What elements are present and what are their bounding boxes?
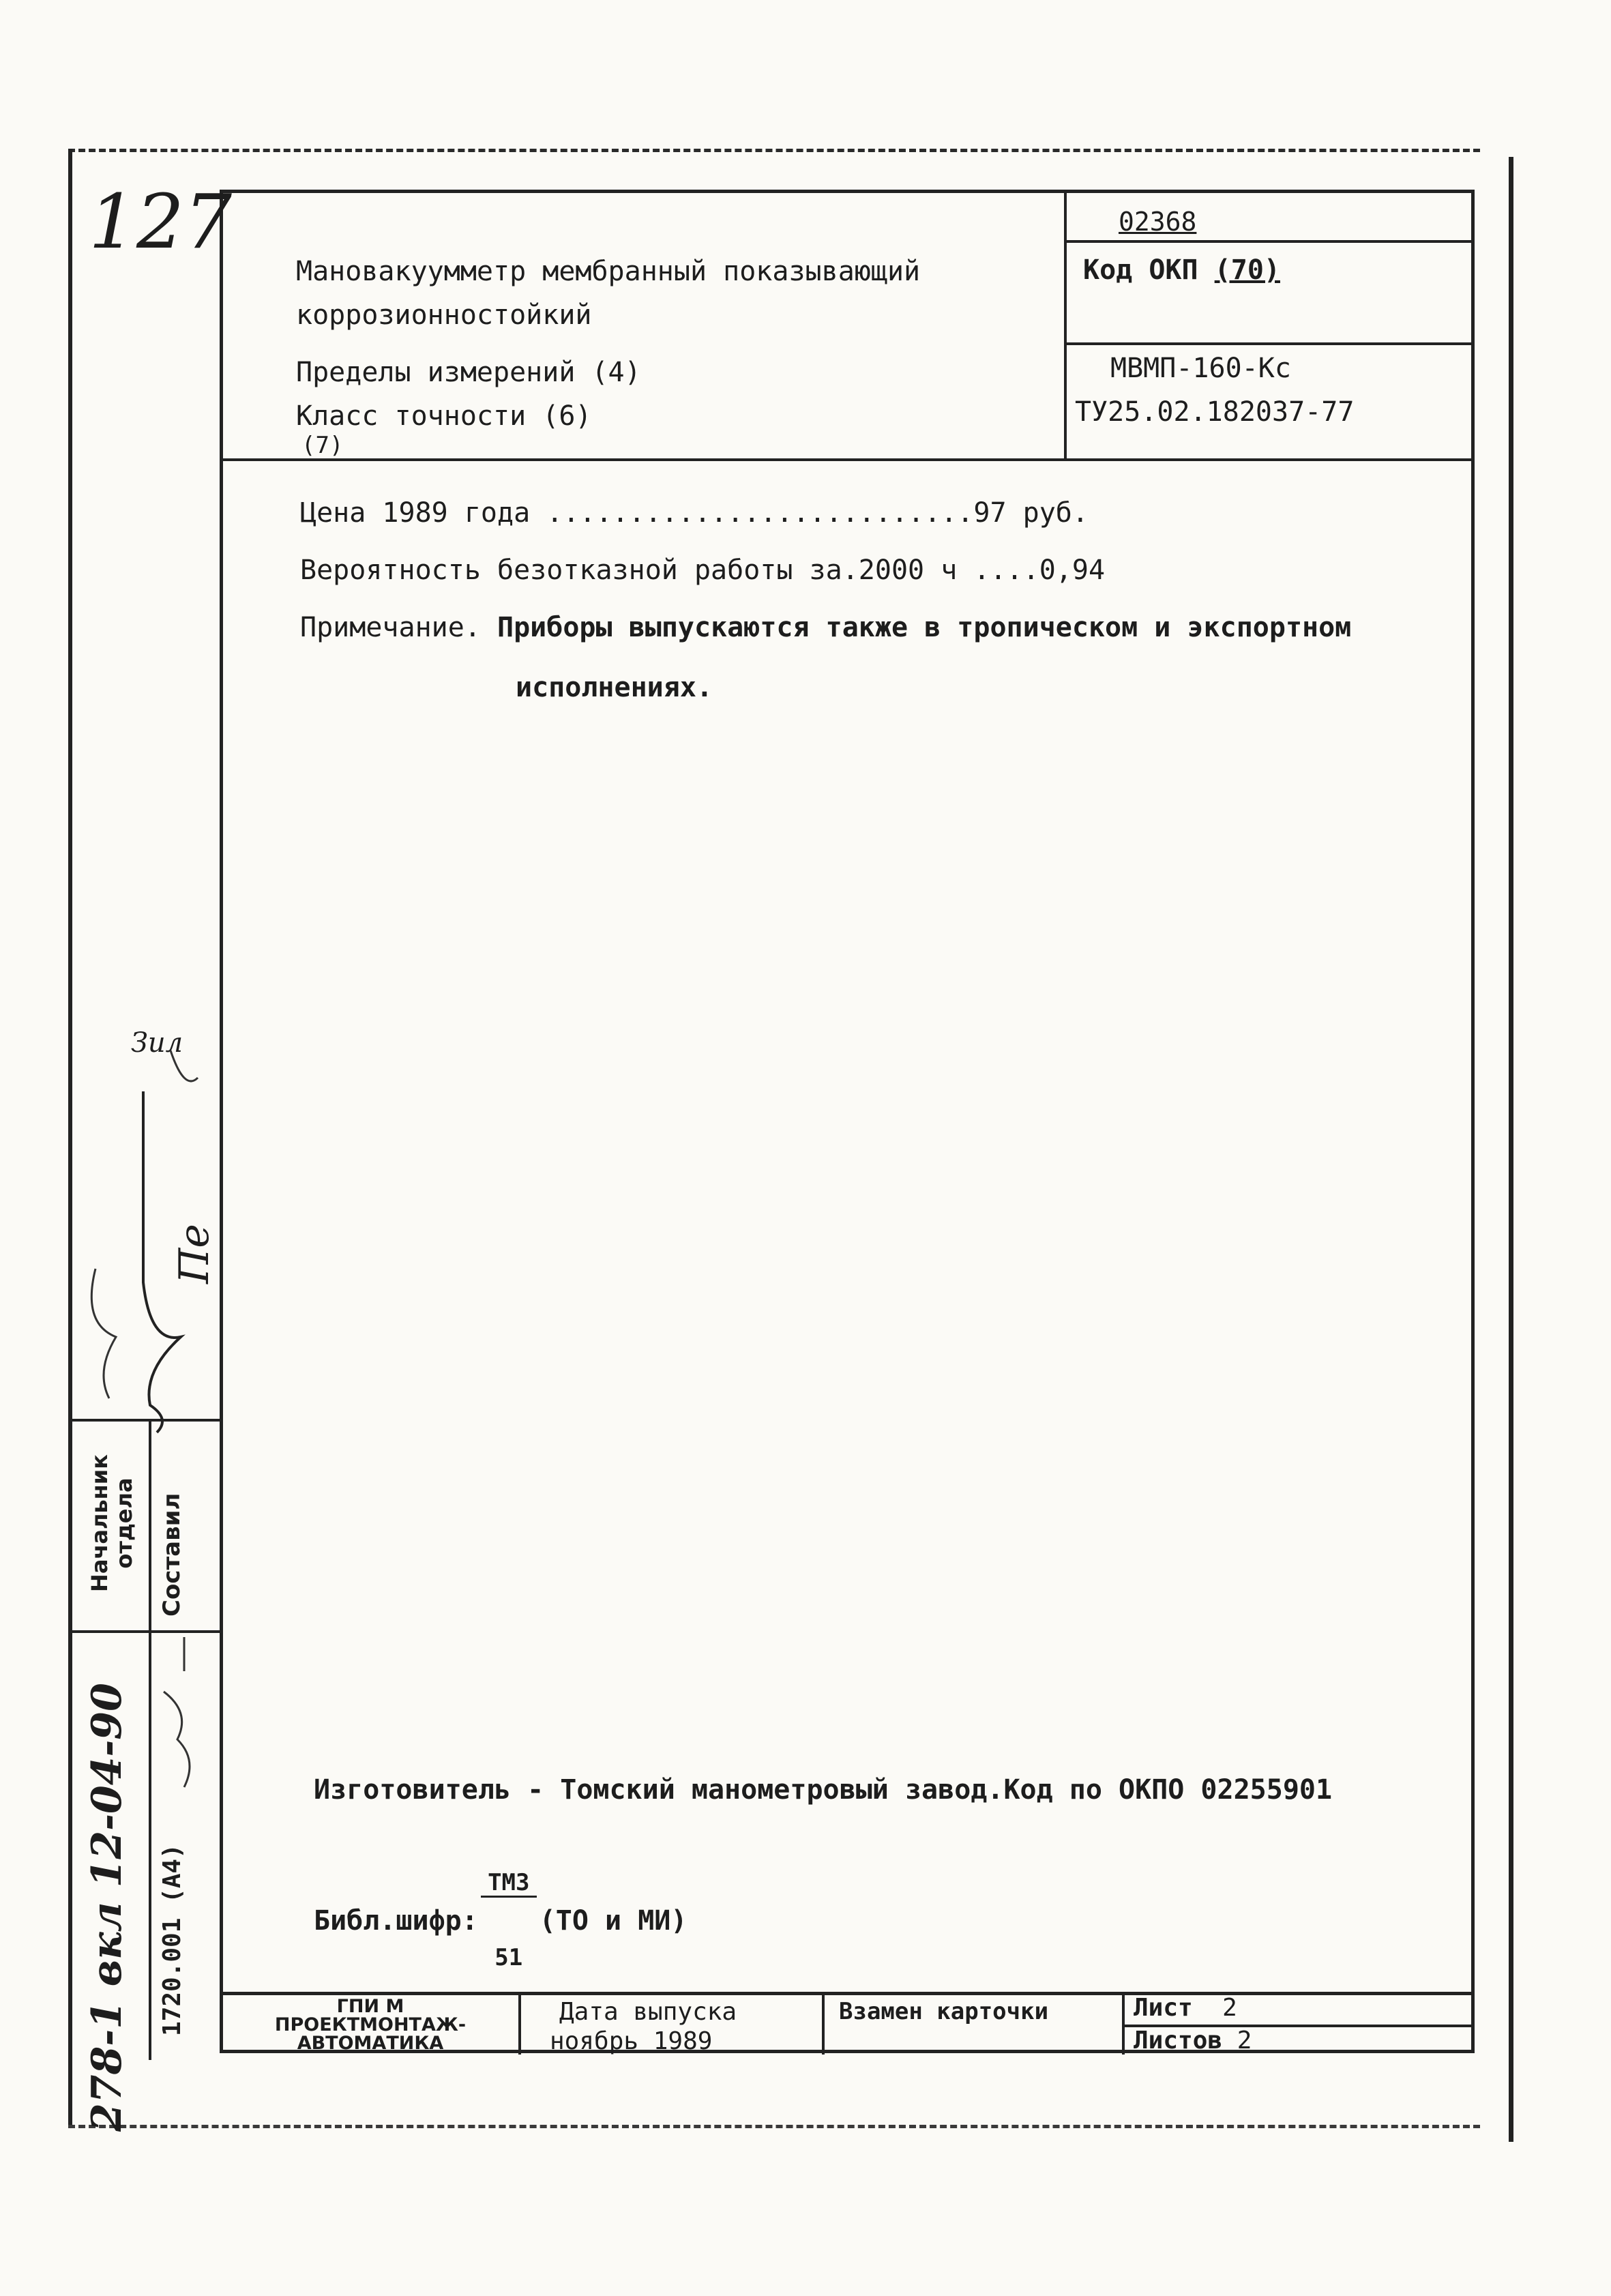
doc-number: 02368 <box>1119 207 1197 237</box>
release-date-label: Дата выпуска <box>559 1998 737 2026</box>
compiler-date-stroke <box>164 1637 190 1787</box>
org-line-3: АВТОМАТИКА <box>297 2033 444 2054</box>
model-designation: МВМП-160-Кс <box>1110 353 1291 384</box>
org-line-2: ПРОЕКТМОНТАЖ- <box>274 2014 467 2035</box>
change-mark-stroke <box>171 1050 198 1081</box>
okp-value: (70) <box>1214 254 1280 286</box>
role-compiler: Составил <box>158 1492 186 1617</box>
head-signature-flourish <box>91 1269 116 1398</box>
head-signature <box>143 1091 181 1432</box>
technical-spec: ТУ25.02.182037-77 <box>1075 396 1355 428</box>
role-head-of-department: Начальник отдела <box>87 1454 137 1592</box>
measurement-limits: Пределы измерений (4) <box>296 357 641 388</box>
sheet-value: 2 <box>1222 1994 1237 2022</box>
note-label: Примечание. <box>300 612 481 643</box>
note <box>300 614 1351 641</box>
accuracy-class: Класс точности (6) <box>296 400 592 432</box>
header-divider <box>220 458 1475 461</box>
sheets-total <box>1134 2029 1252 2053</box>
okp-code <box>1083 256 1280 284</box>
doc-number-divider <box>1064 240 1475 243</box>
manufacturer-line: Изготовитель - Томский манометровый завод.Код по ОКПО 02255901 <box>314 1774 1333 1806</box>
archive-note: 278-1 вкл 12-04-90 <box>83 1683 131 2132</box>
cipher-suffix: (ТО и МИ) <box>539 1905 688 1937</box>
cipher-label: Библ.шифр: <box>314 1905 478 1937</box>
footer-column-divider-2 <box>822 1992 825 2055</box>
cipher-fraction <box>481 1823 537 2020</box>
change-mark: Зил <box>131 1027 183 1059</box>
reliability-line: Вероятность безотказной работы за.2000 ч ....0,94 <box>300 555 1106 586</box>
sheets-label: Листов <box>1134 2027 1223 2055</box>
header-column-divider <box>1064 190 1067 460</box>
note-text-2: исполнениях. <box>516 672 713 703</box>
okp-label: Код ОКП <box>1083 254 1198 286</box>
replaces-card-label: Взамен карточки <box>839 1998 1049 2025</box>
outer-frame-bottom <box>68 2125 1480 2128</box>
card-number: 127 <box>89 178 232 265</box>
okp-code-divider <box>1064 342 1475 345</box>
signatures <box>68 1050 225 1651</box>
format-code: 1720.001 (А4) <box>158 1844 186 2036</box>
signer-name: Пе <box>171 1224 218 1284</box>
note-text-1: Приборы выпускаются также в тропическом и экспортном <box>497 612 1352 643</box>
product-title-line1: Мановакуумметр мембранный показывающий <box>296 256 921 287</box>
cipher-numerator: ТМЗ <box>481 1871 537 1898</box>
compiler-date-mark <box>150 1630 218 1801</box>
issuing-organization <box>225 1997 516 2052</box>
product-title-line2: коррозионностойкий <box>296 299 592 331</box>
sheets-value: 2 <box>1237 2027 1252 2055</box>
org-line-1: ГПИ М <box>336 1996 404 2017</box>
price-line: Цена 1989 года ..........................97 руб. <box>300 497 1089 529</box>
sheet-label: Лист <box>1134 1994 1193 2022</box>
release-date-value: ноябрь 1989 <box>550 2027 713 2055</box>
library-cipher <box>314 1823 687 2020</box>
reference-7: (7) <box>301 432 344 459</box>
cipher-denominator: 51 <box>494 1944 523 1972</box>
footer-column-divider-3 <box>1122 1992 1125 2055</box>
sheet <box>1134 1996 1237 2020</box>
outer-frame-right <box>1509 157 1513 2142</box>
outer-frame-top <box>68 149 1480 152</box>
